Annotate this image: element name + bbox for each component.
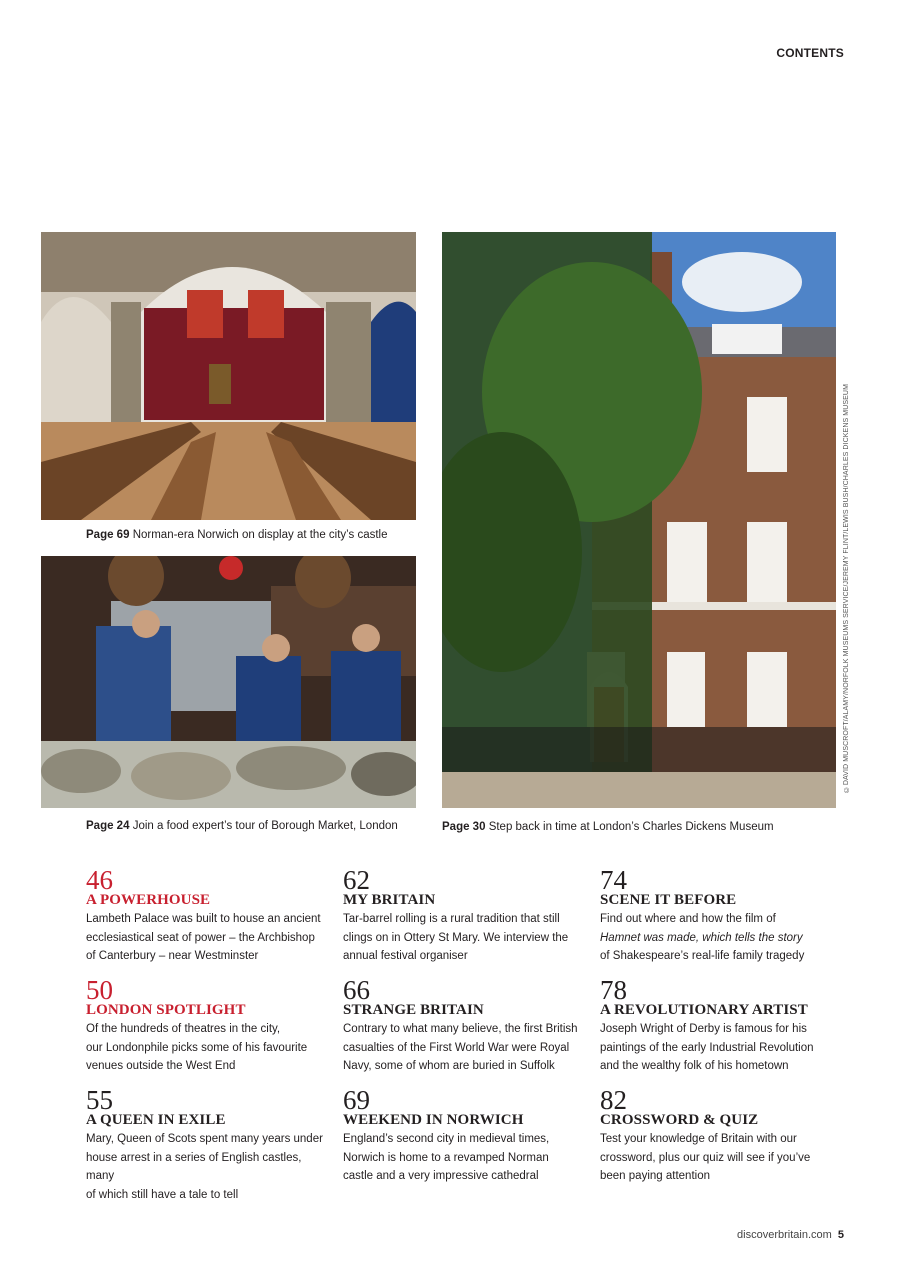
entry-description-line: of Shakespeare’s real-life family tragedy [600,950,805,962]
entry-page-number: 46 [86,865,113,895]
entry-description-line: Find out where and how the film of [600,913,776,925]
hall-caption [86,528,388,542]
entry-description-line: Of the hundreds of theatres in the city, [86,1023,281,1035]
entry-description-line: of Canterbury – near Westminster [86,950,259,962]
contents-entry[interactable] [86,1085,331,1204]
contents-entry[interactable] [343,865,588,966]
entry-page-number: 82 [600,1085,627,1115]
entry-description [86,910,331,966]
market-photo [41,556,416,808]
market-caption-text: Join a food expert’s tour of Borough Market, London [132,820,398,832]
entry-description-line: Navy, some of whom are buried in Suffolk [343,1060,555,1072]
contents-entry[interactable] [343,1085,588,1186]
site-name[interactable]: discoverbritain.com [737,1229,832,1241]
photo-credit: ©DAVID MUSCROFT/ALAMY/NORFOLK MUSEUMS SERVICE/JEREMY FLINT/LEWIS BUSH/CHARLES DICKENS MUSEUM [843,384,850,793]
contents-entry[interactable] [86,865,331,966]
entry-description-line: Joseph Wright of Derby is famous for his [600,1023,807,1035]
museum-page-label: Page 30 [442,821,486,833]
contents-entry[interactable] [600,865,845,966]
entry-description [600,1020,845,1076]
contents-entry[interactable] [343,975,588,1076]
entry-description [343,1020,588,1076]
entry-title: SCENE IT BEFORE [600,892,737,908]
entry-description-line: of which still have a tale to tell [86,1188,239,1201]
contents-entry[interactable] [600,1085,845,1186]
entry-title: CROSSWORD & QUIZ [600,1112,759,1128]
entry-description-line: our Londonphile picks some of his favourite [86,1041,308,1054]
entry-description-line: and the wealthy folk of his hometown [600,1060,789,1072]
entry-title: MY BRITAIN [343,892,436,908]
entry-description-line: Tar-barrel rolling is a rural tradition that still [343,913,560,925]
entry-title: A QUEEN IN EXILE [86,1112,226,1128]
entry-description-line: annual festival organiser [343,950,468,962]
page-footer [737,1229,844,1241]
entry-description-line: casualties of the First World War were Royal [343,1041,570,1054]
entry-page-number: 66 [343,975,370,1005]
entry-description-line: Hamnet was made, which tells the story [600,931,803,944]
entry-description-line: Lambeth Palace was built to house an ancient [86,913,321,925]
entry-title: A REVOLUTIONARY ARTIST [600,1002,808,1018]
entry-title: A POWERHOUSE [86,892,211,908]
entry-page-number: 50 [86,975,113,1005]
entry-description [86,1020,331,1076]
entry-description-line: paintings of the early Industrial Revolution [600,1041,814,1054]
entry-description [600,910,845,966]
contents-entry[interactable] [86,975,331,1076]
entry-description-line: ecclesiastical seat of power – the Archbishop [86,931,315,944]
entry-description-line: England’s second city in medieval times, [343,1133,550,1145]
entry-page-number: 74 [600,865,627,895]
page-number: 5 [837,1229,844,1241]
entry-title: WEEKEND IN NORWICH [343,1112,524,1128]
contents-entry[interactable] [600,975,845,1076]
entry-description [600,1130,845,1186]
entry-description-line: venues outside the West End [86,1060,236,1072]
museum-caption [442,820,774,834]
hall-page-label: Page 69 [86,529,130,541]
hall-caption-text: Norman-era Norwich on display at the city’s castle [132,529,388,541]
market-caption [86,819,398,833]
entry-description-line: Test your knowledge of Britain with our [600,1133,797,1145]
entry-description-line: clings on in Ottery St Mary. We interview the [343,931,569,944]
entry-description-line: been paying attention [600,1170,710,1182]
entry-description [343,910,588,966]
museum-caption-text: Step back in time at London’s Charles Dickens Museum [488,821,774,833]
entry-title: STRANGE BRITAIN [343,1002,484,1018]
museum-photo [442,232,836,808]
entry-title: LONDON SPOTLIGHT [86,1002,246,1018]
entry-description-line: Contrary to what many believe, the first British [343,1023,578,1035]
section-label: CONTENTS [776,46,844,60]
market-page-label: Page 24 [86,820,130,832]
entry-page-number: 55 [86,1085,113,1115]
entry-page-number: 78 [600,975,627,1005]
entry-description-line: Mary, Queen of Scots spent many years under [86,1133,323,1145]
entry-description-line: house arrest in a series of English castles, many [86,1151,302,1182]
entry-description [343,1130,588,1186]
entry-description-line: crossword, plus our quiz will see if you’ve [600,1151,811,1164]
entry-description-line: castle and a very impressive cathedral [343,1170,539,1182]
entry-page-number: 62 [343,865,370,895]
hall-photo [41,232,416,520]
entry-page-number: 69 [343,1085,370,1115]
entry-description-line: Norwich is home to a revamped Norman [343,1151,549,1164]
entry-description [86,1130,331,1204]
